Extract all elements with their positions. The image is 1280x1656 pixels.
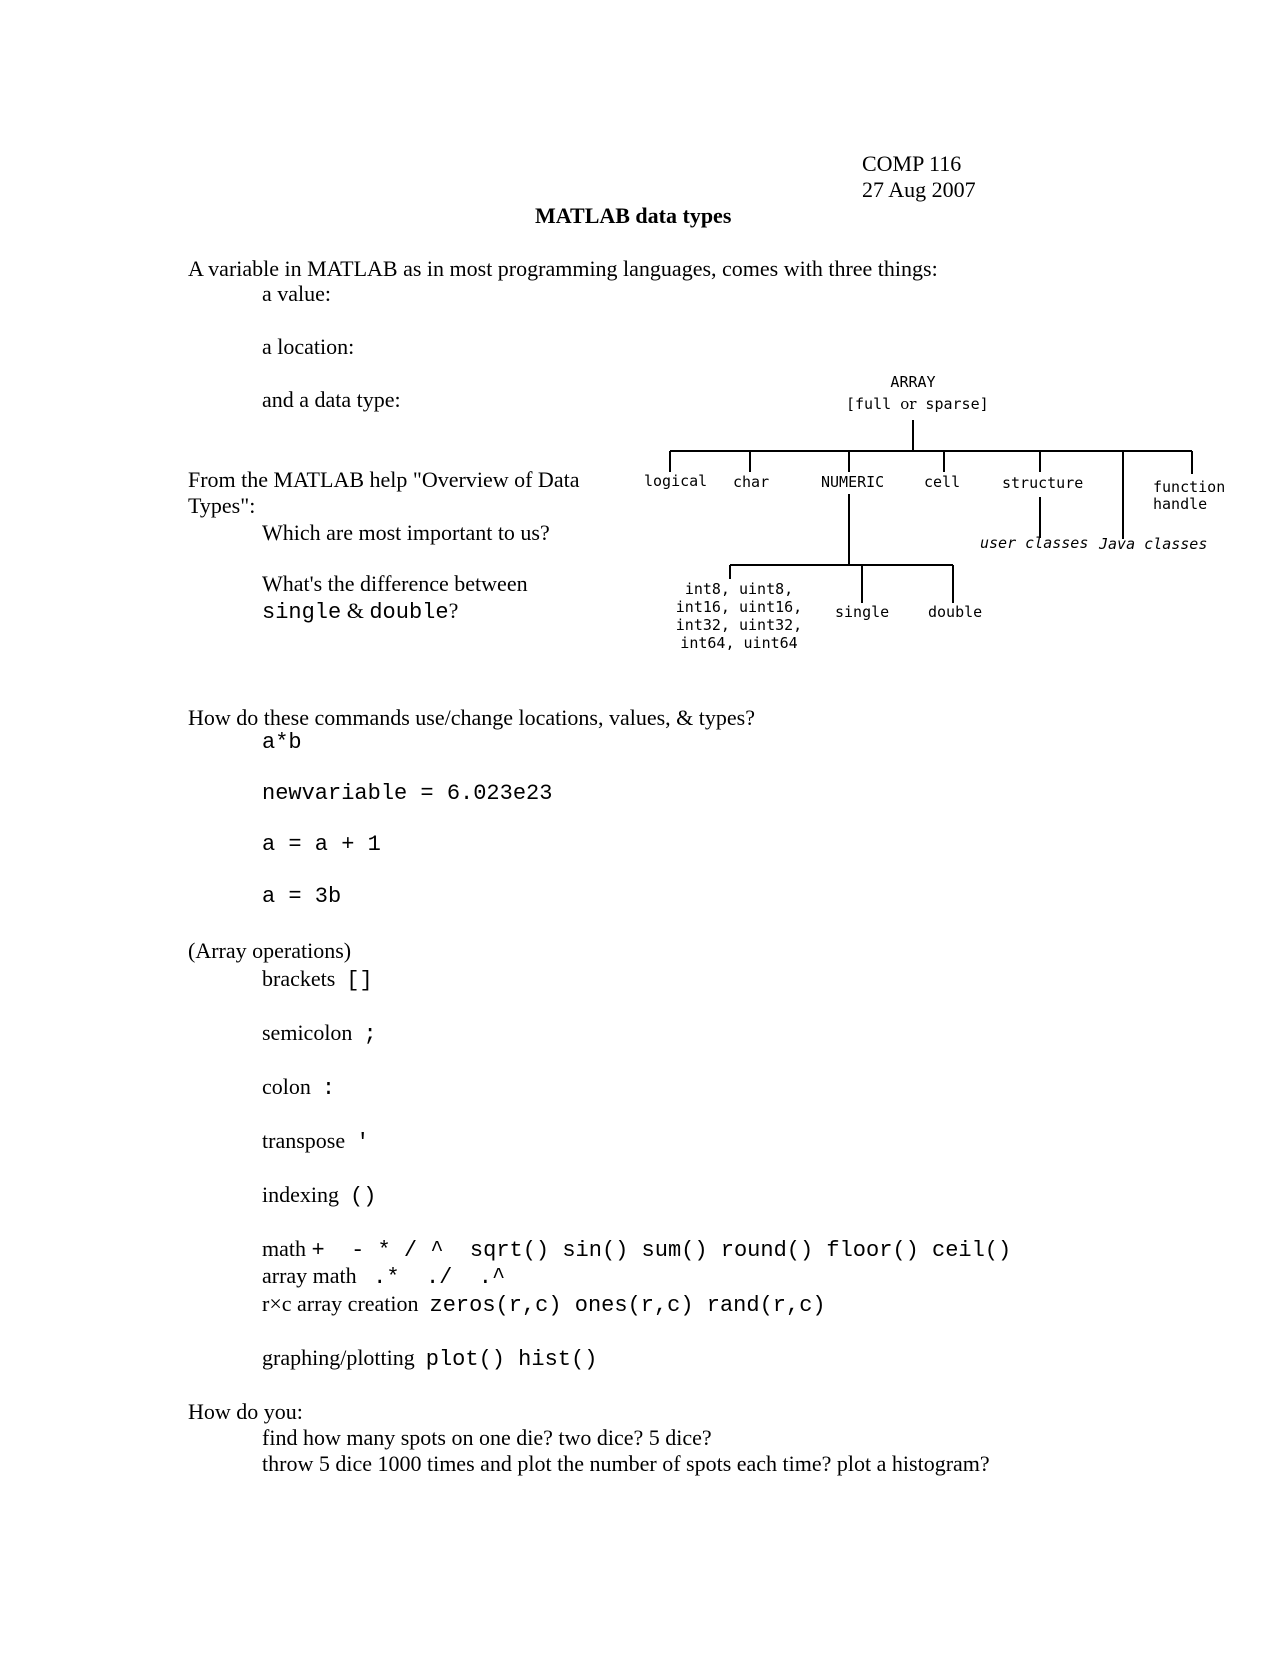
diagram-single: single xyxy=(835,603,890,621)
diagram-numeric: NUMERIC xyxy=(821,473,885,491)
diagram-int-types-3: int32, uint32, xyxy=(675,616,803,634)
commands-question: How do these commands use/change locations, values, & types? xyxy=(188,705,755,730)
diagram-root-subtitle: [full or sparse] xyxy=(846,395,989,413)
array-op-brackets: brackets [] xyxy=(262,966,373,993)
diagram-java-classes: Java classes xyxy=(1099,535,1208,553)
how-heading: How do you: xyxy=(188,1399,303,1424)
command-2: newvariable = 6.023e23 xyxy=(262,781,553,806)
diagram-handle: handle xyxy=(1153,495,1208,513)
help-question-1: Which are most important to us? xyxy=(262,520,550,545)
intro-item-location: a location: xyxy=(262,334,355,359)
array-op-math: math + - * / ^ sqrt() sin() sum() round() floor() ceil() xyxy=(262,1236,1012,1263)
ampersand: & xyxy=(341,598,370,623)
diagram-lines xyxy=(0,0,1280,700)
how-question-1: find how many spots on one die? two dice? 5 dice? xyxy=(262,1425,712,1450)
array-op-colon: colon : xyxy=(262,1074,336,1101)
intro-item-type: and a data type: xyxy=(262,387,401,412)
help-line-2: Types": xyxy=(188,493,256,518)
diagram-structure: structure xyxy=(1002,474,1084,492)
help-question-2: What's the difference between xyxy=(262,571,528,596)
diagram-char: char xyxy=(733,473,770,491)
command-4: a = 3b xyxy=(262,884,342,909)
single-keyword: single xyxy=(262,600,342,625)
array-ops-heading: (Array operations) xyxy=(188,938,352,963)
array-op-semicolon: semicolon ; xyxy=(262,1020,377,1047)
page-title: MATLAB data types xyxy=(535,203,732,228)
diagram-int-types-4: int64, uint64 xyxy=(680,634,798,652)
command-3: a = a + 1 xyxy=(262,832,381,857)
diagram-int-types-1: int8, uint8, xyxy=(684,580,794,598)
course-code: COMP 116 xyxy=(862,151,962,176)
intro-item-value: a value: xyxy=(262,281,332,306)
array-op-graphing: graphing/plotting plot() hist() xyxy=(262,1345,598,1372)
question-mark: ? xyxy=(448,598,459,623)
command-1: a*b xyxy=(262,730,302,755)
diagram-double: double xyxy=(928,603,983,621)
double-keyword: double xyxy=(369,600,449,625)
diagram-cell: cell xyxy=(924,473,961,491)
help-line-1: From the MATLAB help "Overview of Data xyxy=(188,467,580,492)
diagram-user-classes: user classes xyxy=(980,534,1089,552)
date: 27 Aug 2007 xyxy=(862,177,976,202)
diagram-int-types-2: int16, uint16, xyxy=(675,598,803,616)
array-op-indexing: indexing () xyxy=(262,1182,377,1209)
diagram-logical: logical xyxy=(644,472,708,490)
array-op-array-math: array math .* ./ .^ xyxy=(262,1263,506,1290)
diagram-root-array: ARRAY xyxy=(890,373,936,391)
array-op-creation: r×c array creation zeros(r,c) ones(r,c) rand(r,c) xyxy=(262,1291,826,1318)
intro-text: A variable in MATLAB as in most programming languages, comes with three things: xyxy=(188,256,938,281)
how-question-2: throw 5 dice 1000 times and plot the number of spots each time? plot a histogram? xyxy=(262,1451,990,1476)
diagram-function: function xyxy=(1153,478,1226,496)
array-op-transpose: transpose ' xyxy=(262,1128,370,1155)
